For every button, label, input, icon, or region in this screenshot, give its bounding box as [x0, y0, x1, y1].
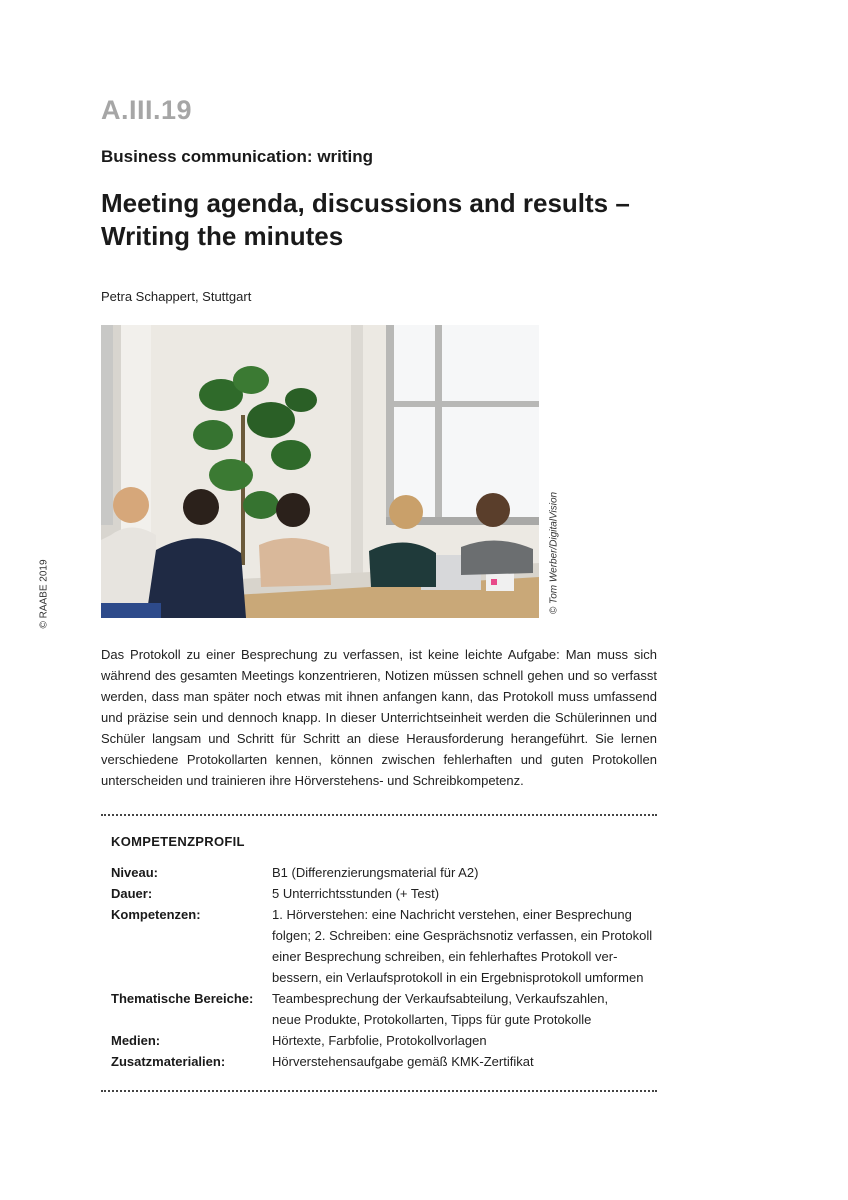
intro-paragraph: Das Protokoll zu einer Besprechung zu verfassen, ist keine leichte Aufgabe: Man muss sich während des gesamten Meetings konzentrieren, Notizen müssen schnell gehen und so verfasst werden, dass man später noch etwas mit ihnen anfangen kann, das Protokoll muss umfassend und präzise sein und dennoch knapp. In dieser Unterrichtseinheit werden die Schülerinnen und Schüler langsam und Schritt für Schritt an diese Herausforderung herangeführt. Sie lernen verschiedene Protokollarten kennen, können zwischen fehlerhaften und guten Protokollen unterscheiden und trainieren ihre Hörverstehens- und Schreibkompetenz.: [101, 647, 657, 788]
profile-label: Medien:: [111, 1033, 161, 1048]
profile-value: [272, 862, 656, 883]
profile-label: Dauer:: [111, 886, 153, 901]
office-meeting-photo-icon: [101, 325, 539, 618]
profile-value: [272, 988, 656, 1030]
profile-row: [111, 862, 656, 883]
photo-credit: © Tom Werber/DigitalVision: [548, 491, 560, 615]
profile-value-line: Teambesprechung der Verkaufsabteilung, Verkaufszahlen,: [272, 991, 609, 1006]
profile-label: Zusatzmaterialien:: [111, 1054, 226, 1069]
profile-value: [272, 1051, 656, 1072]
profile-value-line: bessern, ein Verlaufsprotokoll in ein Ergebnisprotokoll umformen: [272, 970, 644, 985]
page-code: A.III.19: [101, 95, 193, 125]
profile-label: Thematische Bereiche:: [111, 991, 254, 1006]
profile-value: [272, 904, 656, 988]
side-copyright: © RAABE 2019: [38, 559, 50, 629]
competence-profile-table: [111, 862, 656, 1072]
profile-value-line: folgen; 2. Schreiben: eine Gesprächsnotiz verfassen, ein Protokoll: [272, 928, 653, 943]
profile-value: [272, 1030, 656, 1051]
profile-row: [111, 883, 656, 904]
meeting-photo: [101, 325, 539, 618]
profile-label: Kompetenzen:: [111, 907, 201, 922]
page-title-line-2: Writing the minutes: [101, 221, 344, 251]
divider-top: [101, 814, 657, 816]
page-title: [101, 187, 701, 253]
profile-row: [111, 1030, 656, 1051]
profile-value: [272, 883, 656, 904]
profile-row: [111, 1051, 656, 1072]
profile-value-line: einer Besprechung schreiben, ein fehlerhaftes Protokoll ver-: [272, 949, 618, 964]
profile-value-line: Hörverstehensaufgabe gemäß KMK-Zertifikat: [272, 1054, 534, 1069]
profile-value-line: 1. Hörverstehen: eine Nachricht verstehen, einer Besprechung: [272, 907, 632, 922]
divider-bottom: [101, 1090, 657, 1092]
author: Petra Schappert, Stuttgart: [101, 289, 252, 304]
profile-value-line: Hörtexte, Farbfolie, Protokollvorlagen: [272, 1033, 487, 1048]
profile-row: [111, 988, 656, 1030]
profile-value-line: neue Produkte, Protokollarten, Tipps für gute Protokolle: [272, 1012, 592, 1027]
profile-value-line: 5 Unterrichtsstunden (+ Test): [272, 886, 440, 901]
page-subtitle: Business communication: writing: [101, 147, 374, 166]
profile-label: Niveau:: [111, 865, 158, 880]
page-title-line-1: Meeting agenda, discussions and results –: [101, 188, 630, 218]
competence-profile-heading: KOMPETENZPROFIL: [111, 834, 245, 849]
profile-value-line: B1 (Differenzierungsmaterial für A2): [272, 865, 479, 880]
profile-row: [111, 904, 656, 988]
